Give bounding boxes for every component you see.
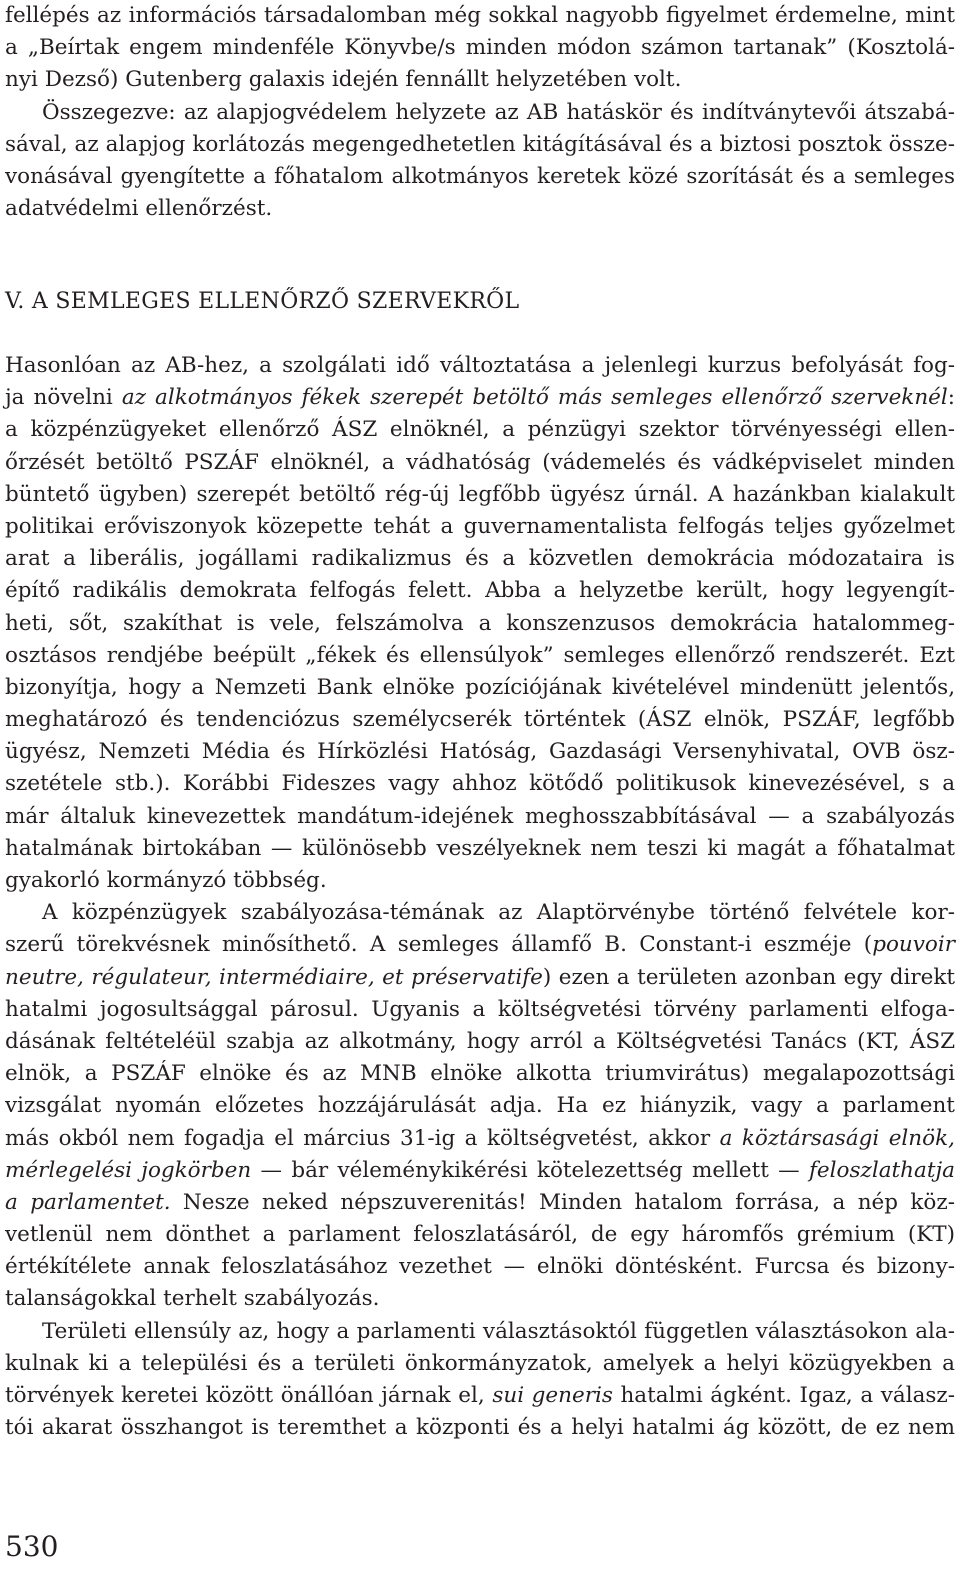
text-line: politikai erőviszonyok közepette tehát a guvernamentalista felfogás teljes győzelmet [5,513,955,539]
text-line: büntető ügyben) szerepét betöltő rég-új legfőbb ügyész úrnál. A hazánkban kialakult [5,481,955,507]
page-number: 530 [5,1530,59,1563]
text-line: hatalmának birtokában — különösebb veszélyeknek nem teszi ki magát a főhatalmat [5,835,955,861]
text-block-top [5,0,955,225]
text-line: elnök, a PSZÁF elnöke és az MNB elnöke alkotta triumvirátus) megalapozottsági [5,1061,955,1087]
text-line: Területi ellensúly az, hogy a parlamenti választásoktól független választásokon ala- [42,1318,955,1344]
text-line: gyakorló kormányzó többség. [5,868,327,893]
text-run: : [947,385,956,411]
text-line: sával, az alapjog korlátozás megengedhetetlen kitágításával és a biztosi posztok össze- [5,131,955,157]
text-line: osztásos rendjébe beépült „fékek és ellensúlyok” semleges ellenőrző rendszerét. Ezt [5,642,956,668]
text-block-main [5,350,955,1444]
text-line: Hasonlóan az AB-hez, a szolgálati idő változtatása a jelenlegi kurzus befolyását fog- [5,353,956,378]
italic-run: neutre, régulateur, intermédiaire, et préservatife [5,964,543,990]
text-line: Összegezve: az alapjogvédelem helyzete az AB hatáskör és indítványtevői átszabá- [42,99,955,125]
text-run: hatalmi ágként. Igaz, a válasz- [612,1383,956,1408]
text-line: vizsgálat nyomán előzetes hozzájárulását adja. Ha ez hiányzik, vagy a parlament [5,1093,955,1119]
italic-run: feloszlathatja [808,1157,955,1183]
text-line: a „Beírtak engem mindenféle Könyvbe/s minden módon számon tartanak” (Kosztolá- [5,35,956,61]
text-run: szerű törekvésnek minősíthető. A semleges államfő B. Constant-i eszméje ( [5,932,873,958]
section-heading: V. A SEMLEGES ELLENŐRZŐ SZERVEKRŐL [5,289,520,314]
text-run: ja növelni [5,385,122,411]
italic-run: pouvoir [872,932,955,958]
text-line: építő radikális demokrata felfogás felett. Abba a helyzetbe került, hogy legyengít- [5,578,956,604]
text-line: vetlenül nem dönthet a parlament feloszlatásáról, de egy háromfős grémium (KT) [5,1222,956,1248]
text-line: adatvédelmi ellenőrzést. [5,196,273,222]
text-line: tói akarat összhangot is teremthet a központi és a helyi hatalmi ág között, de ez nem [5,1415,956,1441]
text-line: A közpénzügyek szabályozása-témának az Alaptörvénybe történő felvétele kor- [42,900,955,926]
text-line: meghatározó és tendenciózus személycserék történtek (ÁSZ elnök, PSZÁF, legfőbb [5,707,956,733]
text-line [5,1155,955,1187]
text-run: ) ezen a területen azonban egy direkt [542,964,956,990]
text-line [5,382,955,414]
text-line: fellépés az információs társadalomban még sokkal nagyobb figyelmet érdemelne, mint [5,3,955,28]
text-line: heti, sőt, szakíthat is vele, felszámolva a konszenzusos demokrácia hatalommeg- [5,610,956,636]
text-line: talanságokkal terhelt szabályozás. [5,1286,380,1312]
text-run: törvények keretei között önállóan járnak el, [5,1383,493,1408]
text-line: kulnak ki a települési és a területi önkormányzatok, amelyek a helyi közügyekben a [5,1350,955,1376]
italic-run: a köztársasági elnök, [719,1125,955,1151]
text-line [5,929,955,961]
text-line: értékítélete annak feloszlatásához vezethet — elnöki döntésként. Furcsa és bizony- [5,1254,955,1280]
text-line: hatalmi jogosultsággal párosul. Ugyanis a költségvetési törvény parlamenti elfoga- [5,996,956,1022]
text-run: — bár véleménykikérési kötelezettség mellett — [251,1157,809,1183]
italic-run: sui generis [492,1383,613,1408]
text-line: vonásával gyengítette a főhatalom alkotmányos keretek közé szorítását és a semleges [5,163,956,189]
text-line [5,962,955,994]
italic-run: a parlamentet. [5,1189,171,1215]
text-line: őrzését betöltő PSZÁF elnöknél, a vádhatóság (vádemelés és vádképviselet minden [5,449,956,475]
text-line: a közpénzügyeket ellenőrző ÁSZ elnöknél, a pénzügyi szektor törvényességi ellen- [5,417,955,443]
text-line: nyi Dezső) Gutenberg galaxis idején fennállt helyzetében volt. [5,67,682,93]
text-line: arat a liberális, jogállami radikalizmus és a közvetlen demokrácia módozataira is [5,546,955,572]
text-line [5,1187,955,1219]
italic-run: mérlegelési jogkörben [5,1157,252,1183]
text-run: Nesze neked népszuverenitás! Minden hatalom forrása, a nép köz- [170,1189,955,1215]
text-line: szetétele stb.). Korábbi Fideszes vagy ahhoz kötődő politikusok kinevezésével, s a [5,771,956,797]
text-line: már általuk kinevezettek mandátum-idejének meghosszabbításával — a szabályozás [5,803,956,829]
text-line: dásának feltételéül szabja az alkotmány, hogy arról a Költségvetési Tanács (KT, ÁSZ [5,1028,956,1054]
text-line [5,1123,955,1155]
text-run: más okból nem fogadja el március 31-ig a költségvetést, akkor [5,1125,720,1151]
text-line: bizonyítja, hogy a Nemzeti Bank elnöke pozíciójának kivételével mindenütt jelentős, [5,674,956,700]
italic-run: az alkotmányos fékek szerepét betöltő más semleges ellenőrző szerveknél [121,385,948,411]
text-line [5,1380,955,1412]
text-line: ügyész, Nemzeti Média és Hírközlési Hatóság, Gazdasági Versenyhivatal, OVB ösz- [5,739,956,765]
